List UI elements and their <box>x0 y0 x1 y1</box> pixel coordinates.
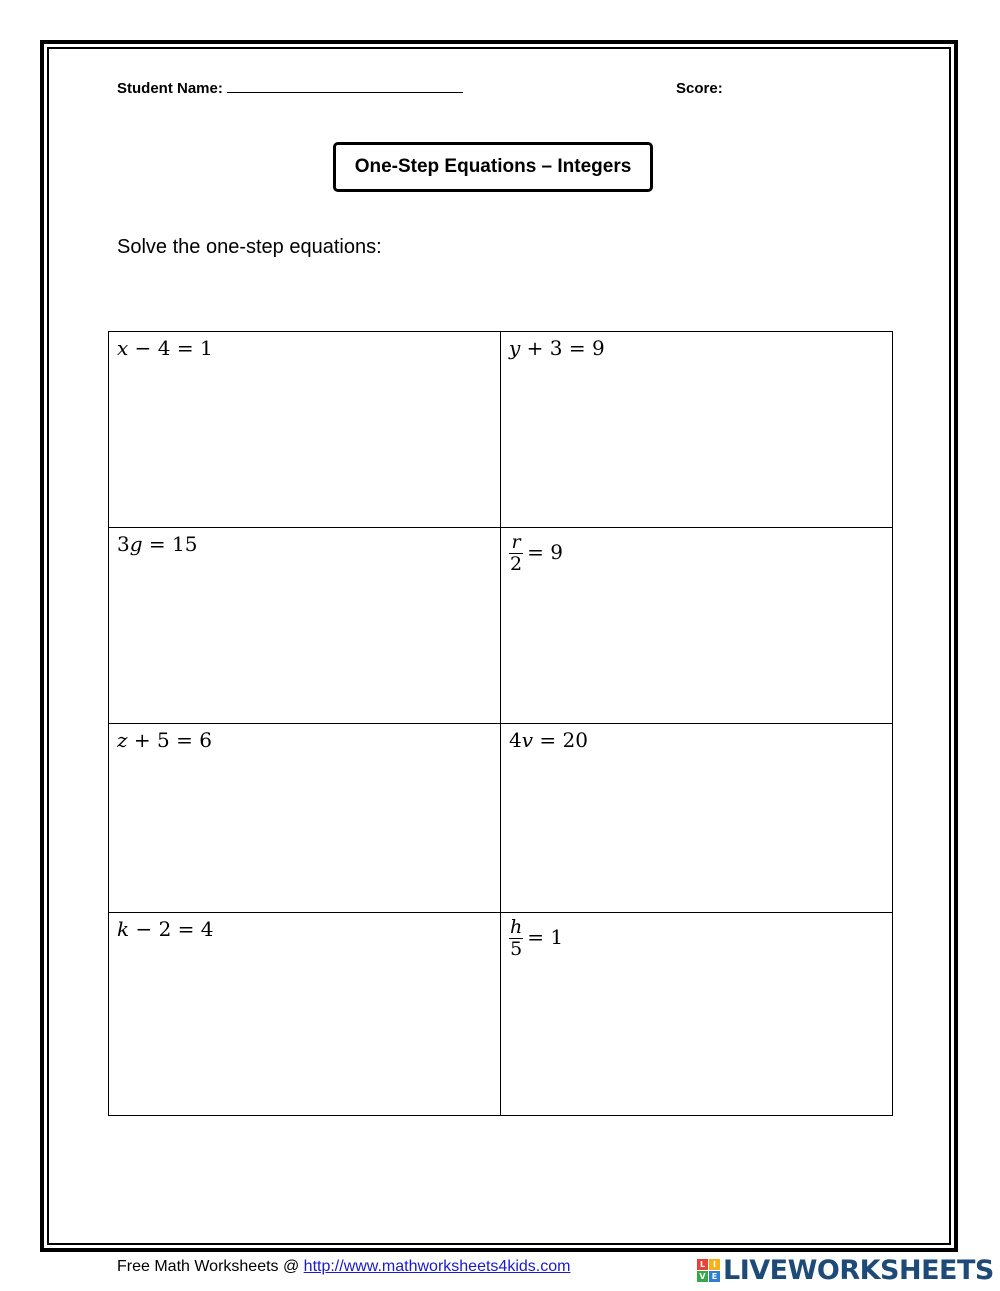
equation: k − 2 = 4 <box>117 917 214 941</box>
problem-cell[interactable] <box>109 724 501 913</box>
worksheet-title: One-Step Equations – Integers <box>333 142 653 192</box>
footer-link[interactable]: http://www.mathworksheets4kids.com <box>303 1258 571 1275</box>
problem-cell[interactable] <box>501 332 893 528</box>
equation: 4v = 20 <box>509 728 588 752</box>
score-label: Score: <box>676 80 723 97</box>
fraction: $\frac{h}{5}$ <box>510 916 523 960</box>
liveworksheets-logo <box>697 1255 994 1286</box>
liveworksheets-wordmark: LIVEWORKSHEETS <box>723 1255 994 1286</box>
fraction: $\frac{r}{2}$ <box>510 531 523 575</box>
logo-letter-e: E <box>709 1271 720 1282</box>
equation: x − 4 = 1 <box>117 336 213 360</box>
equations-grid <box>108 331 893 1116</box>
problem-cell[interactable] <box>109 332 501 528</box>
problem-cell[interactable] <box>501 724 893 913</box>
problem-cell[interactable] <box>501 528 893 724</box>
student-name-label: Student Name: <box>117 80 223 97</box>
logo-letter-i: I <box>709 1259 720 1270</box>
liveworksheets-icon <box>697 1259 720 1282</box>
equation: $\frac{r}{2}$ = 9 <box>510 531 563 575</box>
equation: y + 3 = 9 <box>509 336 605 360</box>
student-name-blank[interactable] <box>227 80 463 93</box>
footer-credit <box>117 1258 570 1276</box>
equation: z + 5 = 6 <box>117 728 212 752</box>
instructions: Solve the one-step equations: <box>117 236 382 258</box>
student-name-field <box>117 80 463 97</box>
problem-cell[interactable] <box>109 528 501 724</box>
equation: $\frac{h}{5}$ = 1 <box>510 916 564 960</box>
problem-cell[interactable] <box>501 913 893 1116</box>
logo-letter-l: L <box>697 1259 708 1270</box>
equation: 3g = 15 <box>117 532 198 556</box>
logo-letter-v: V <box>697 1271 708 1282</box>
footer-prefix: Free Math Worksheets @ <box>117 1258 304 1275</box>
problem-cell[interactable] <box>109 913 501 1116</box>
